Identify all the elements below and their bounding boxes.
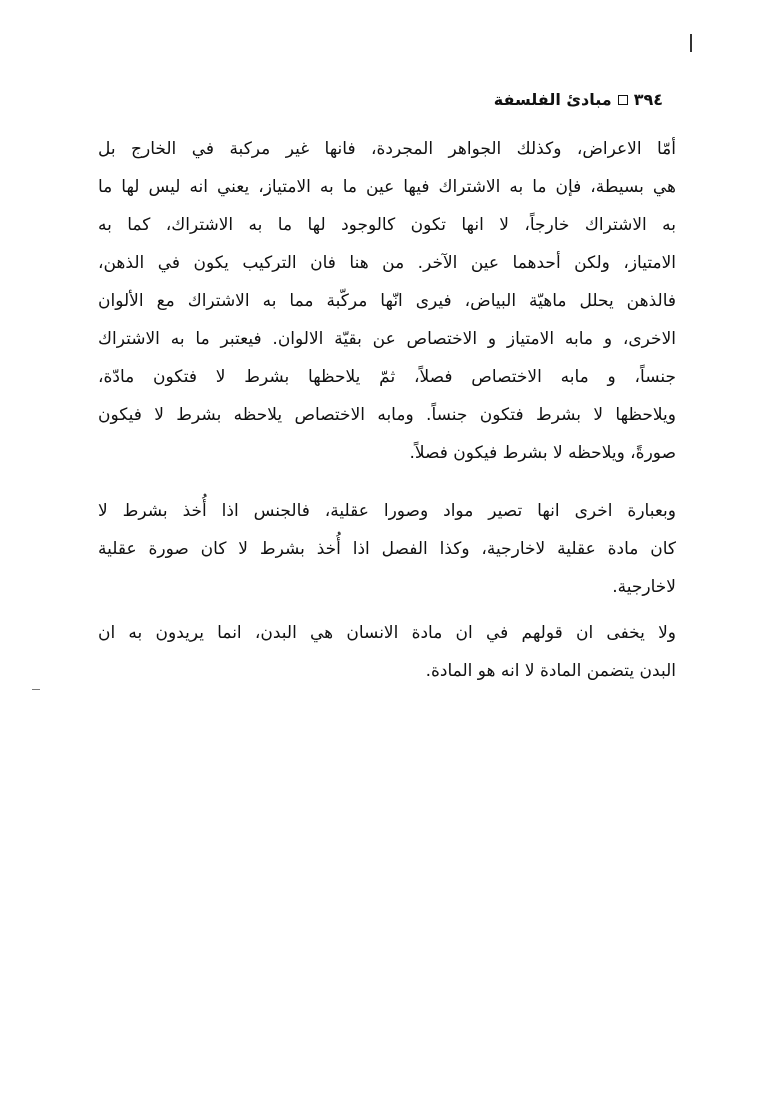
text-line: وبعبارة اخرى انها تصير مواد وصورا عقلية، فالجنس اذا أُخذ بشرط لا (98, 501, 676, 521)
text-line: جنساً، و مابه الاختصاص فصلاً، ثمّ يلاحظها بشرط لا فتكون مادّة، (98, 367, 676, 387)
text-line: به الاشتراك خارجاً، لا انها تكون كالوجود لها ما به الاشتراك، كما به (98, 215, 676, 235)
text-line: صورةً، ويلاحظه لا بشرط فيكون فصلاً. (409, 443, 676, 463)
text-line: البدن يتضمن المادة لا انه هو المادة. (425, 661, 676, 681)
square-icon (618, 95, 628, 105)
text-line: ولا يخفى ان قولهم في ان مادة الانسان هي البدن، انما يريدون به ان (98, 623, 676, 643)
text-line: الاخرى، و مابه الامتياز و الاختصاص عن بقيّة الالوان. فيعتبر ما به الاشتراك (98, 329, 676, 349)
scan-margin-mark (32, 689, 40, 690)
page-number: ٣٩٤ (633, 90, 663, 109)
text-line: أمّا الاعراض، وكذلك الجواهر المجردة، فانها غير مركبة في الخارج بل (98, 139, 676, 159)
text-line: لاخارجية. (612, 577, 676, 597)
text-line: ويلاحظها لا بشرط فتكون جنساً. ومابه الاختصاص يلاحظه بشرط لا فيكون (98, 405, 676, 425)
paragraph-1 (98, 130, 676, 472)
running-header (494, 90, 663, 109)
scan-edge-mark (690, 34, 692, 52)
paragraph-2 (98, 492, 676, 606)
text-line: هي بسيطة، فإن ما به الاشتراك فيها عين ما به الامتياز، يعني انه ليس لها ما (98, 177, 676, 197)
text-line: فالذهن يحلل ماهيّة البياض، فيرى انّها مركّبة مما به الاشتراك مع الألوان (98, 291, 676, 311)
book-title: مبادئ الفلسفة (493, 90, 612, 109)
text-line: الامتياز، ولكن أحدهما عين الآخر. من هنا فان التركيب يكون في الذهن، (98, 253, 676, 273)
page-body (98, 130, 676, 690)
text-line: كان مادة عقلية لاخارجية، وكذا الفصل اذا أُخذ بشرط لا كان صورة عقلية (98, 539, 676, 559)
paragraph-3 (98, 614, 676, 690)
